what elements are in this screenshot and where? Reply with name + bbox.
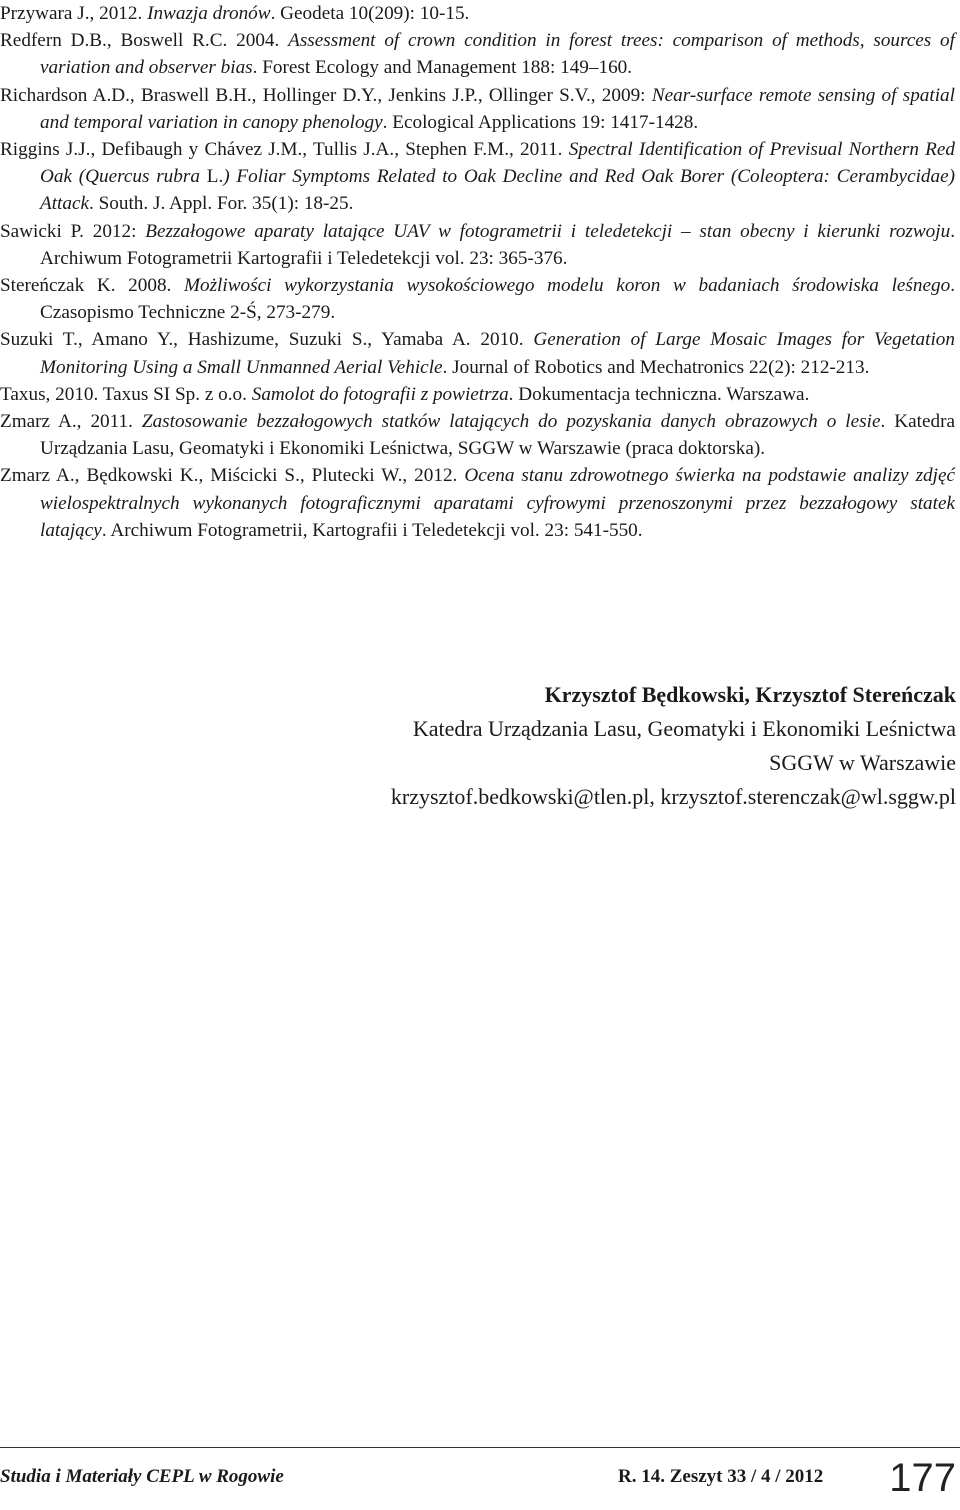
reference-source: . Czasopismo Techniczne 2-Ś, 273-279. — [40, 275, 955, 324]
reference-text: Zmarz A., 2011. — [0, 411, 142, 433]
reference-title: Zastosowanie bezzałogowych statków latających do pozyskania danych obrazowych o lesie — [141, 411, 881, 433]
page-number: 177 — [889, 1456, 956, 1500]
journal-name: Studia i Materiały CEPL w Rogowie — [0, 1466, 284, 1487]
footer-divider — [0, 1447, 960, 1448]
author-affiliation: Katedra Urządzania Lasu, Geomatyki i Ekonomiki Leśnictwa — [412, 716, 956, 741]
reference-title: Ocena stanu zdrowotnego świerka na podstawie analizy zdjęć wielospektralnych wykonanych fotograficznymi aparatami cyfrowymi przenoszonymi przez bezzałogowy statek latający — [40, 465, 955, 541]
reference-entry — [0, 326, 955, 380]
author-institution: SGGW w Warszawie — [769, 750, 956, 775]
reference-source: . Dokumentacja techniczna. Warszawa. — [508, 383, 810, 405]
reference-text: Sawicki P. 2012: — [0, 220, 146, 242]
reference-text: L. — [206, 166, 224, 188]
reference-title: Inwazja dronów — [147, 3, 271, 24]
reference-title: Spectral Identification of Previsual Northern Red Oak (Quercus rubra — [40, 139, 956, 188]
reference-entry — [0, 27, 955, 81]
reference-title: Generation of Large Mosaic Images for Vegetation Monitoring Using a Small Unmanned Aerial Vehicle — [40, 329, 955, 378]
reference-entry — [0, 272, 955, 326]
reference-entry — [0, 462, 955, 544]
reference-text: Zmarz A., Będkowski K., Miścicki S., Plutecki W., 2012. — [0, 465, 465, 487]
reference-text: Przywara J., 2012. — [0, 3, 148, 24]
author-names: Krzysztof Będkowski, Krzysztof Stereńczak — [544, 682, 956, 707]
reference-entry — [0, 136, 955, 218]
reference-title: Możliwości wykorzystania wysokościowego modelu koron w badaniach środowiska leśnego — [184, 275, 951, 297]
reference-source: . Archiwum Fotogrametrii, Kartografii i Teledetekcji vol. 23: 541-550. — [101, 519, 643, 541]
reference-source: . Katedra Urządzania Lasu, Geomatyki i Ekonomiki Leśnictwa, SGGW w Warszawie (praca doktorska). — [40, 411, 955, 460]
reference-text: Stereńczak K. 2008. — [0, 275, 185, 297]
reference-source: . Archiwum Fotogrametrii Kartografii i Teledetekcji vol. 23: 365-376. — [40, 220, 955, 269]
reference-entry — [0, 0, 955, 27]
reference-title: ) Foliar Symptoms Related to Oak Decline and Red Oak Borer (Coleoptera: Cerambycidae) Attack — [40, 166, 956, 215]
reference-text: Redfern D.B., Boswell R.C. 2004. — [0, 30, 289, 52]
reference-title: Near-surface remote sensing of spatial and temporal variation in canopy phenology — [40, 84, 955, 133]
reference-entry — [0, 218, 955, 272]
reference-entry — [0, 82, 955, 136]
author-block — [391, 678, 956, 814]
reference-title: Bezzałogowe aparaty latające UAV w fotogrametrii i teledetekcji – stan obecny i kierunki rozwoju — [145, 220, 951, 242]
issue-info: R. 14. Zeszyt 33 / 4 / 2012 — [618, 1466, 824, 1487]
reference-source: . Geodeta 10(209): 10-15. — [270, 3, 470, 24]
reference-source: . South. J. Appl. For. 35(1): 18-25. — [89, 193, 354, 215]
reference-title: Assessment of crown condition in forest trees: comparison of methods, sources of variation and observer bias — [40, 30, 955, 79]
author-emails: krzysztof.bedkowski@tlen.pl, krzysztof.sterenczak@wl.sggw.pl — [390, 784, 956, 809]
reference-list — [0, 0, 955, 544]
reference-title: Samolot do fotografii z powietrza — [251, 383, 509, 405]
reference-text: Richardson A.D., Braswell B.H., Hollinger D.Y., Jenkins J.P., Ollinger S.V., 2009: — [0, 84, 652, 106]
reference-text: Riggins J.J., Defibaugh y Chávez J.M., Tullis J.A., Stephen F.M., 2011. — [0, 139, 569, 161]
reference-text: Suzuki T., Amano Y., Hashizume, Suzuki S., Yamaba A. 2010. — [0, 329, 534, 351]
reference-source: . Journal of Robotics and Mechatronics 22(2): 212-213. — [442, 356, 870, 378]
reference-source: . Ecological Applications 19: 1417-1428. — [382, 111, 699, 133]
reference-entry — [0, 408, 955, 462]
reference-source: . Forest Ecology and Management 188: 149–160. — [252, 57, 633, 79]
reference-text: Taxus, 2010. Taxus SI Sp. z o.o. — [0, 383, 252, 405]
page-footer — [0, 1456, 960, 1510]
reference-entry — [0, 381, 955, 408]
